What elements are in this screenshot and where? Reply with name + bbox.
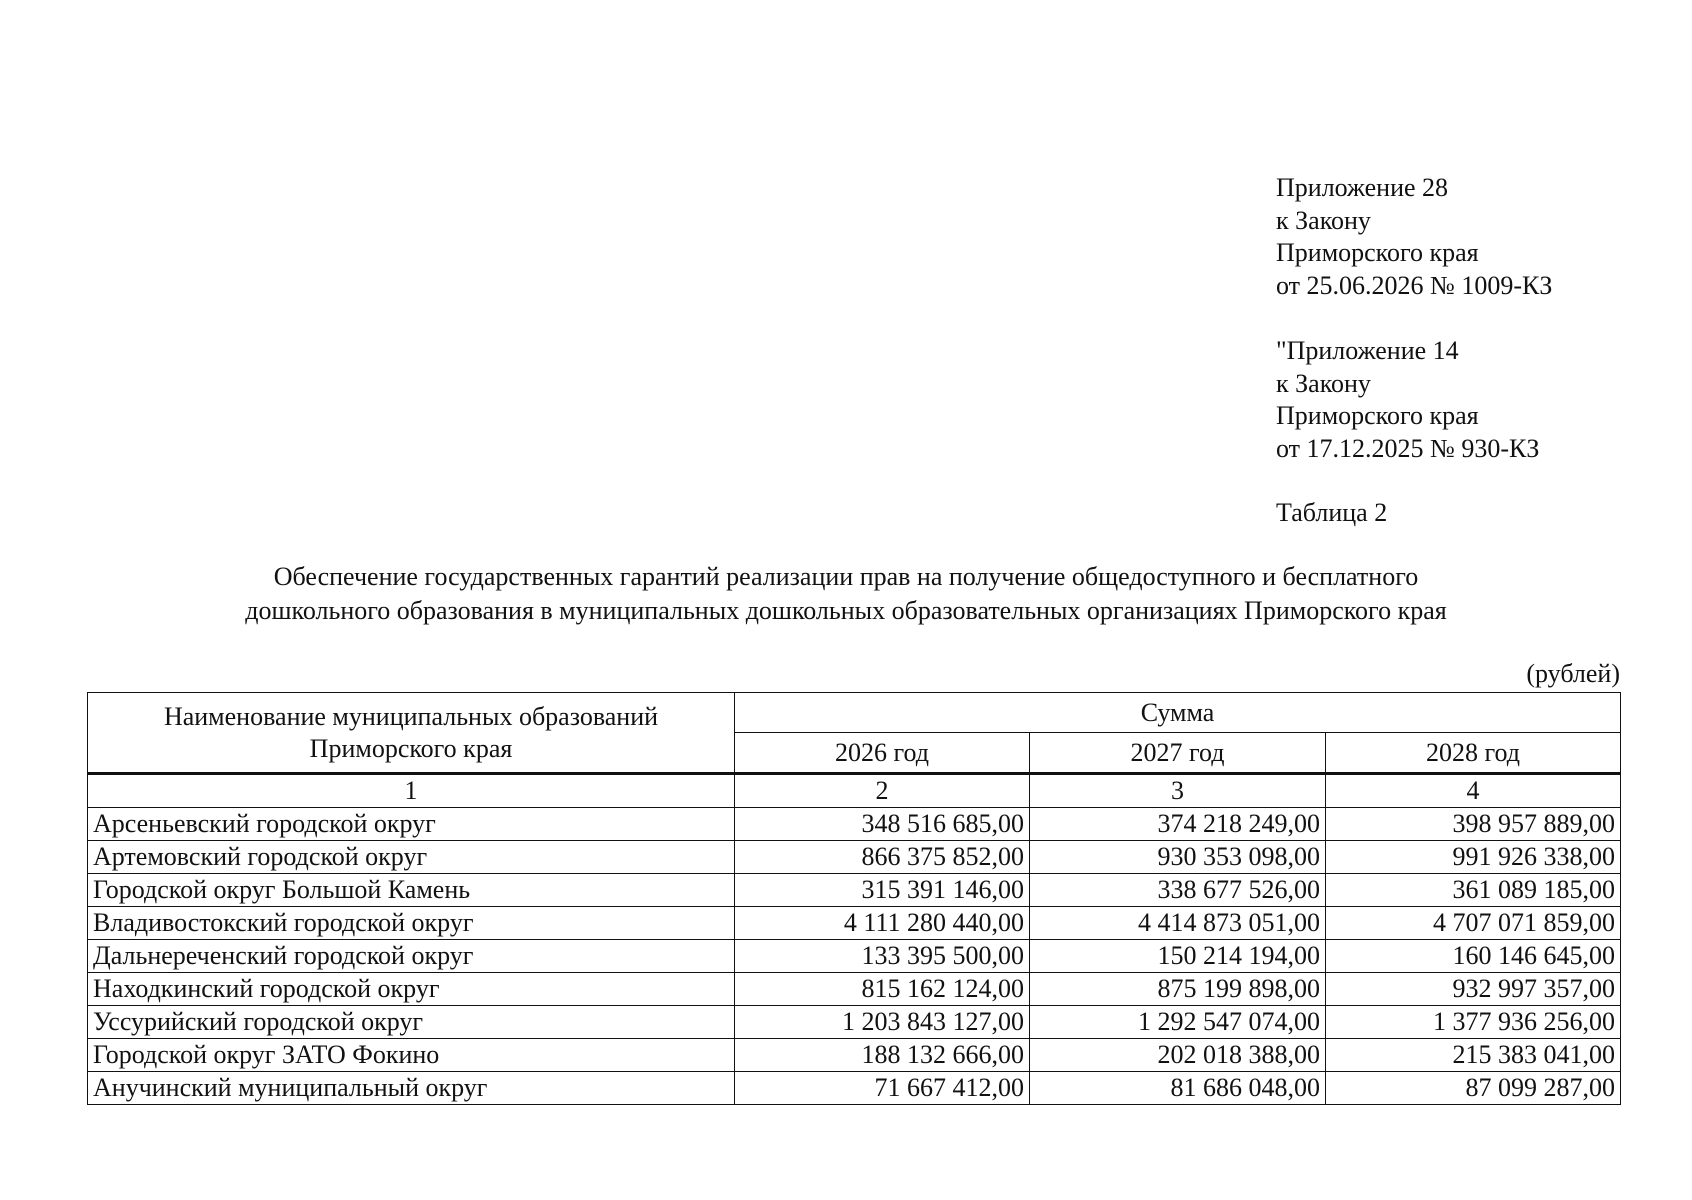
appendix-header-line: Приморского края [1276, 401, 1479, 430]
table-row [88, 973, 1621, 1006]
column-number: 2 [735, 774, 1030, 808]
appendix-header [1276, 172, 1552, 302]
table-label: Таблица 2 [1276, 498, 1388, 527]
table-row [88, 907, 1621, 940]
municipality-name: Анучинский муниципальный округ [88, 1072, 735, 1105]
table-row [88, 940, 1621, 973]
amount-2028: 215 383 041,00 [1326, 1039, 1621, 1072]
amount-2028: 398 957 889,00 [1326, 808, 1621, 841]
municipality-name: Арсеньевский городской округ [88, 808, 735, 841]
appendix-header-line: от 25.06.2026 № 1009-КЗ [1276, 270, 1553, 300]
appendix-header-line: "Приложение 14 [1276, 336, 1459, 365]
municipality-name: Городской округ ЗАТО Фокино [88, 1039, 735, 1072]
amount-2026: 133 395 500,00 [735, 940, 1030, 973]
table-row [88, 808, 1621, 841]
municipality-name: Артемовский городской округ [88, 841, 735, 874]
amount-2028: 87 099 287,00 [1326, 1072, 1621, 1105]
name-header-line: Приморского края [309, 733, 513, 763]
year-header: 2028 год [1326, 733, 1621, 774]
appendix-header-line: к Закону [1276, 368, 1371, 398]
amount-2027: 930 353 098,00 [1030, 841, 1326, 874]
municipality-name: Городской округ Большой Камень [88, 874, 735, 907]
amount-2027: 875 199 898,00 [1030, 973, 1326, 1006]
amount-2026: 815 162 124,00 [735, 973, 1030, 1006]
amount-2028: 160 146 645,00 [1326, 940, 1621, 973]
title-line: дошкольного образования в муниципальных дошкольных образовательных организациях Приморского края [245, 596, 1447, 625]
sum-header: Сумма [735, 693, 1621, 733]
municipality-name: Находкинский городской округ [88, 973, 735, 1006]
amount-2028: 4 707 071 859,00 [1326, 907, 1621, 940]
table-row [88, 1006, 1621, 1039]
table-row [88, 874, 1621, 907]
original-appendix-header [1276, 335, 1539, 465]
amount-2027: 338 677 526,00 [1030, 874, 1326, 907]
column-number: 3 [1030, 774, 1326, 808]
municipality-name: Дальнереченский городской округ [88, 940, 735, 973]
appendix-header-line: от 17.12.2025 № 930-КЗ [1276, 433, 1540, 463]
amount-2026: 4 111 280 440,00 [735, 907, 1030, 940]
municipality-name: Уссурийский городской округ [88, 1006, 735, 1039]
amount-2027: 81 686 048,00 [1030, 1072, 1326, 1105]
unit-label: (рублей) [1526, 659, 1620, 688]
year-header: 2026 год [735, 733, 1030, 774]
municipality-name: Владивостокский городской округ [88, 907, 735, 940]
amount-2028: 1 377 936 256,00 [1326, 1006, 1621, 1039]
appendix-header-line: Приморского края [1276, 238, 1479, 267]
amount-2028: 991 926 338,00 [1326, 841, 1621, 874]
document-title [0, 560, 1692, 628]
appendix-header-line: к Закону [1276, 205, 1371, 235]
appendix-header-line: Приложение 28 [1276, 173, 1449, 202]
name-column-header [88, 693, 735, 774]
amount-2026: 348 516 685,00 [735, 808, 1030, 841]
column-number: 1 [88, 774, 735, 808]
table-row [88, 841, 1621, 874]
amount-2027: 150 214 194,00 [1030, 940, 1326, 973]
amount-2027: 4 414 873 051,00 [1030, 907, 1326, 940]
amount-2026: 188 132 666,00 [735, 1039, 1030, 1072]
amount-2027: 202 018 388,00 [1030, 1039, 1326, 1072]
amount-2027: 1 292 547 074,00 [1030, 1006, 1326, 1039]
amount-2026: 315 391 146,00 [735, 874, 1030, 907]
amount-2027: 374 218 249,00 [1030, 808, 1326, 841]
amount-2028: 361 089 185,00 [1326, 874, 1621, 907]
title-line: Обеспечение государственных гарантий реализации прав на получение общедоступного и бесплатного [273, 562, 1419, 591]
year-header: 2027 год [1030, 733, 1326, 774]
amount-2026: 71 667 412,00 [735, 1072, 1030, 1105]
data-table [87, 692, 1621, 1105]
amount-2026: 866 375 852,00 [735, 841, 1030, 874]
table-row [88, 1072, 1621, 1105]
column-number: 4 [1326, 774, 1621, 808]
table-row [88, 1039, 1621, 1072]
column-number-row [88, 774, 1621, 808]
amount-2026: 1 203 843 127,00 [735, 1006, 1030, 1039]
name-header-line: Наименование муниципальных образований [163, 701, 659, 731]
amount-2028: 932 997 357,00 [1326, 973, 1621, 1006]
